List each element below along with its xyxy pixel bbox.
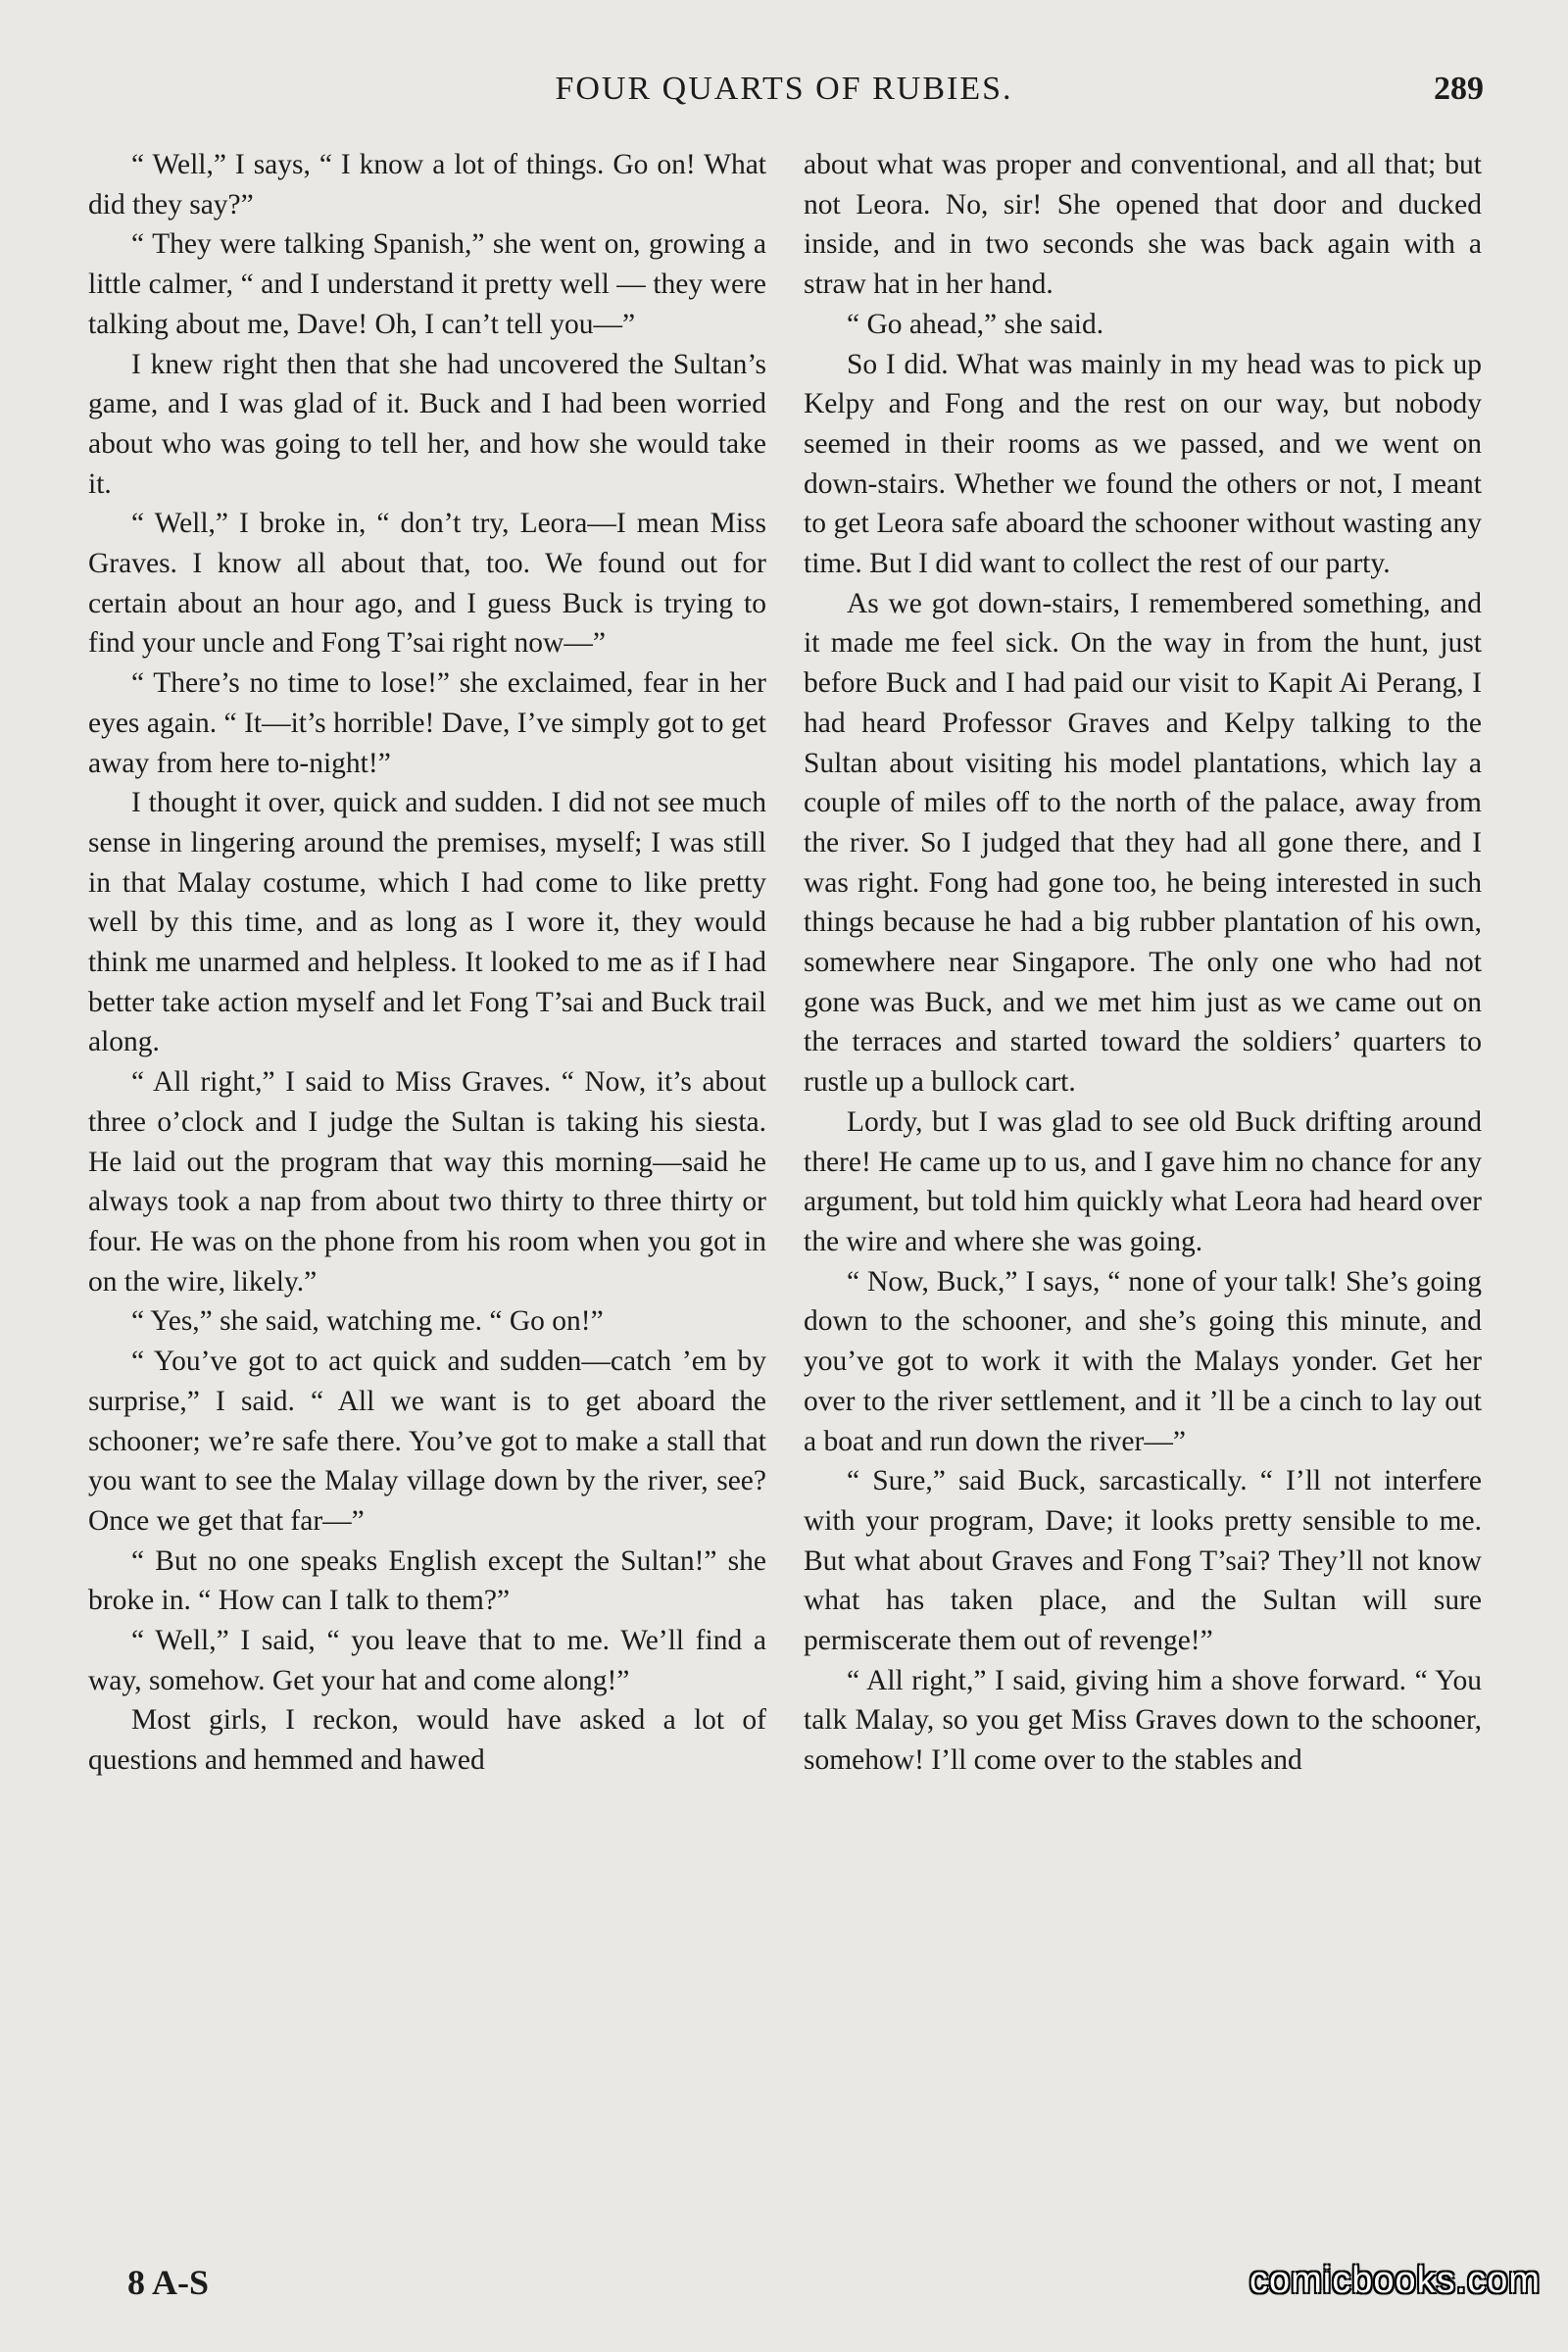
- paragraph: Lordy, but I was glad to see old Buck drifting around there! He came up to us, and I gave him no chance for any argument, but told him quickly what Leora had heard over the wire and where she was going.: [804, 1105, 1482, 1257]
- paragraph: “ There’s no time to lose!” she exclaimed, fear in her eyes again. “ It—it’s horrible! Dave, I’ve simply got to get away from here to-night!”: [88, 667, 766, 779]
- paragraph: So I did. What was mainly in my head was to pick up Kelpy and Fong and the rest on our way, but nobody seemed in their rooms as we passed, and we went on down-stairs. Whether we found the others or not, I meant to get Leora safe aboard the schooner without wasting any time. But I did want to collect the rest of our party.: [804, 348, 1482, 580]
- page-number: 289: [1434, 71, 1484, 107]
- paragraph: I knew right then that she had uncovered the Sultan’s game, and I was glad of it. Buck and I had been worried about who was going to tell her, and how she would take it.: [88, 348, 766, 500]
- paragraph: “ But no one speaks English except the Sultan!” she broke in. “ How can I talk to them?”: [88, 1544, 766, 1617]
- paragraph: “ Sure,” said Buck, sarcastically. “ I’ll not interfere with your program, Dave; it looks pretty sensible to me. But what about Graves and Fong T’sai? They’ll not know what has taken place, and the Sultan will sure permiscerate them out of revenge!”: [804, 1465, 1482, 1657]
- left-text-column: [88, 145, 766, 1781]
- right-text-column: [804, 145, 1482, 1781]
- paragraph: “ Go ahead,” she said.: [847, 308, 1104, 340]
- paragraph: “ All right,” I said, giving him a shove forward. “ You talk Malay, so you get Miss Graves down to the schooner, somehow! I’ll come over to the stables and: [804, 1664, 1482, 1777]
- paragraph: “ Yes,” she said, watching me. “ Go on!”: [131, 1305, 604, 1338]
- paragraph: As we got down-stairs, I remembered something, and it made me feel sick. On the way in from the hunt, just before Buck and I had paid our visit to Kapit Ai Perang, I had heard Professor Graves and Kelpy talking to the Sultan about visiting his model plantations, which lay a couple of miles off to the north of the palace, away from the river. So I judged that they had all gone there, and I was right. Fong had gone too, he being interested in such things because he had a big rubber plantation of his own, somewhere near Singapore. The only one who had not gone was Buck, and we met him just as we came out on the terraces and started toward the soldiers’ quarters to rustle up a bullock cart.: [804, 587, 1482, 1099]
- paragraph: I thought it over, quick and sudden. I did not see much sense in lingering around the premises, myself; I was still in that Malay costume, which I had come to like pretty well by this time, and as long as I wore it, they would think me unarmed and helpless. It looked to me as if I had better take action myself and let Fong T’sai and Buck trail along.: [88, 787, 766, 1058]
- paragraph: “ All right,” I said to Miss Graves. “ Now, it’s about three o’clock and I judge the Sultan is taking his siesta. He laid out the program that way this morning—said he always took a nap from about two thirty to three thirty or four. He was on the phone from his room when you got in on the wire, likely.”: [88, 1066, 766, 1298]
- paragraph: “ You’ve got to act quick and sudden—catch ’em by surprise,” I said. “ All we want is to get aboard the schooner; we’re safe there. You’ve got to make a stall that you want to see the Malay village down by the river, see? Once we get that far—”: [88, 1346, 766, 1537]
- signature-mark: 8 A-S: [127, 2263, 210, 2302]
- paragraph: Most girls, I reckon, would have asked a lot of questions and hemmed and hawed: [88, 1704, 766, 1777]
- paragraph: “ Well,” I said, “ you leave that to me. We’ll find a way, somehow. Get your hat and come along!”: [88, 1625, 766, 1696]
- paragraph: “ They were talking Spanish,” she went on, growing a little calmer, “ and I understand it pretty well — they were talking about me, Dave! Oh, I can’t tell you—”: [88, 228, 766, 340]
- running-head: FOUR QUARTS OF RUBIES.: [555, 71, 1013, 107]
- page-header: [0, 71, 1568, 120]
- paragraph: about what was proper and conventional, and all that; but not Leora. No, sir! She opened that door and ducked inside, and in two seconds she was back again with a straw hat in her hand.: [804, 149, 1482, 301]
- paragraph: “ Now, Buck,” I says, “ none of your talk! She’s going down to the schooner, and she’s going this minute, and you’ve got to work it with the Malays yonder. Get her over to the river settlement, and it ’ll be a cinch to lay out a boat and run down the river—”: [804, 1265, 1482, 1457]
- paragraph: “ Well,” I says, “ I know a lot of things. Go on! What did they say?”: [88, 149, 766, 220]
- paragraph: “ Well,” I broke in, “ don’t try, Leora—I mean Miss Graves. I know all about that, too. We found out for certain about an hour ago, and I guess Buck is trying to find your uncle and Fong T’sai right now—”: [88, 508, 766, 660]
- watermark: comicbooks.com: [1250, 2260, 1541, 2301]
